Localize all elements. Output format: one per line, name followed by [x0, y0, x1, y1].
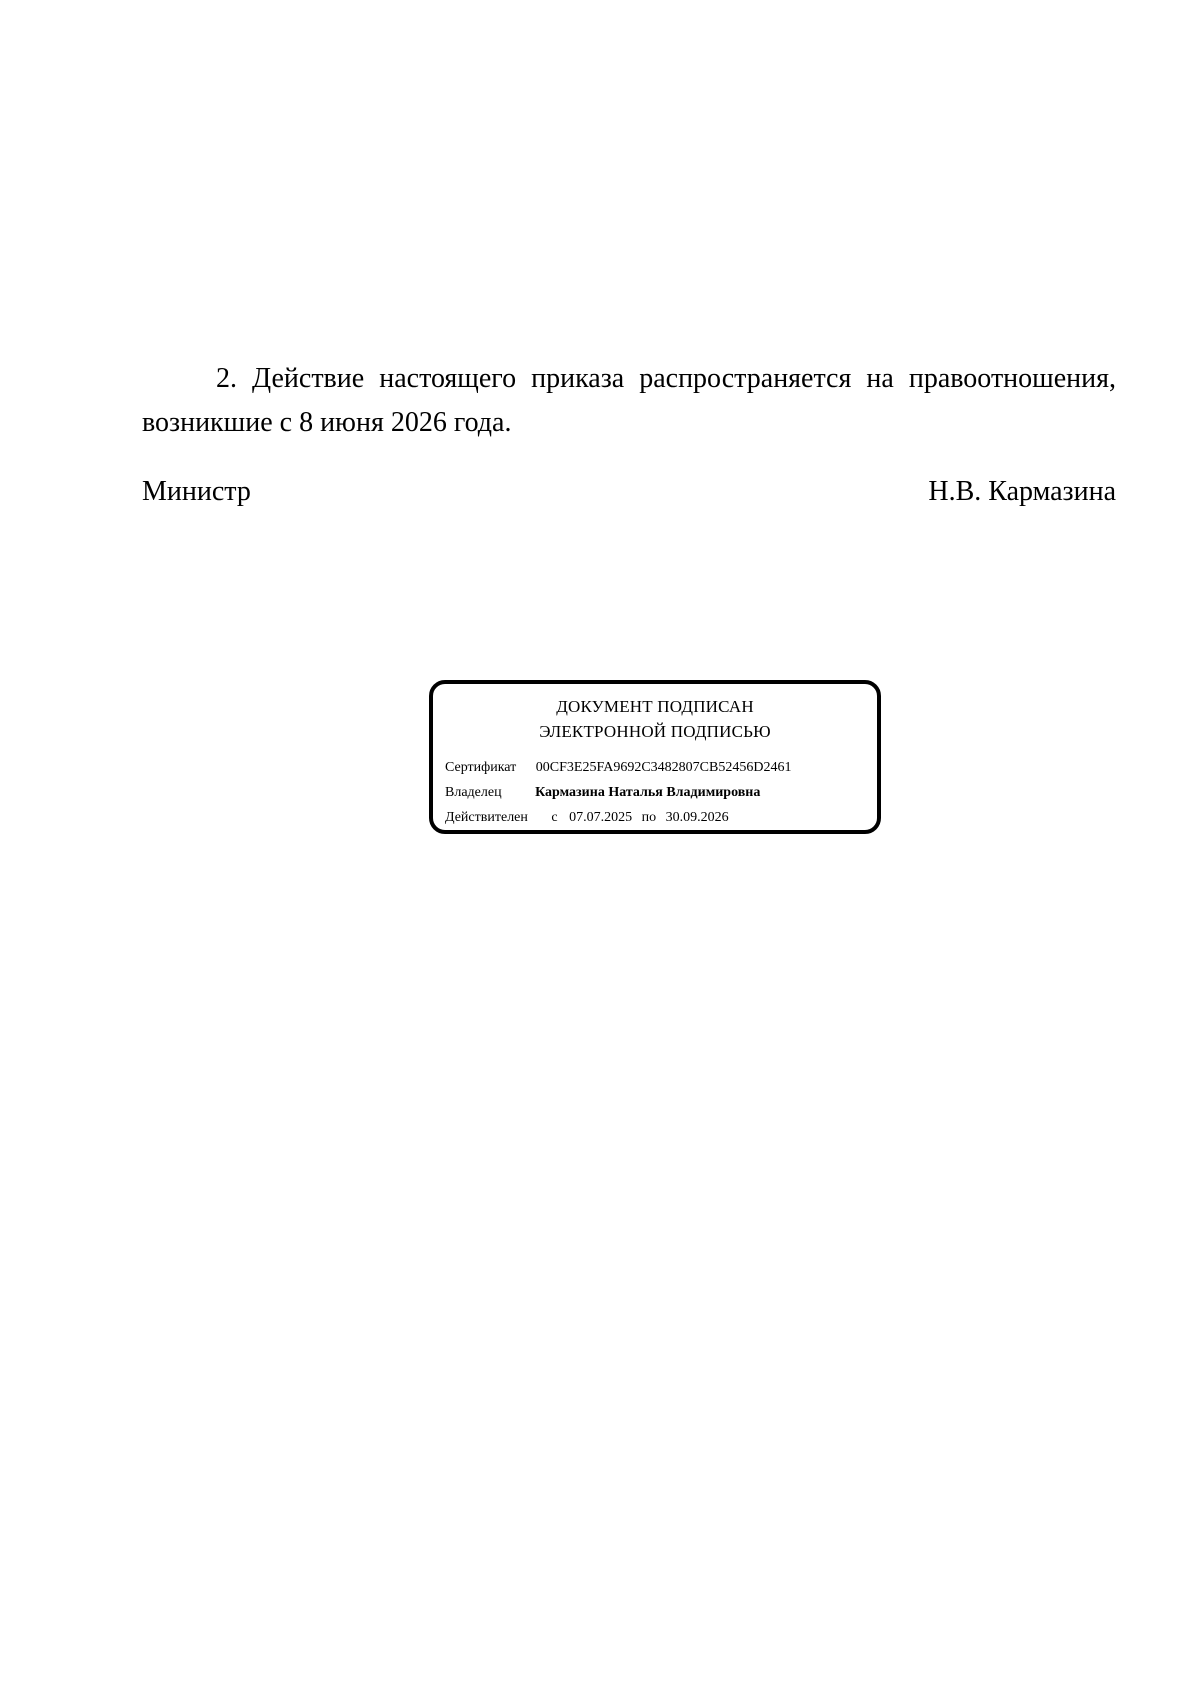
certificate-value: 00CF3E25FA9692C3482807CB52456D2461 [535, 760, 792, 775]
paragraph-line-1: 2. Действие настоящего приказа распространяется на правоотношения, [216, 363, 1116, 394]
validity-label: Действителен [445, 810, 528, 825]
stamp-title-line-2: ЭЛЕКТРОННОЙ ПОДПИСЬЮ [539, 722, 771, 741]
stamp-validity-row [445, 809, 729, 827]
certificate-label: Сертификат [445, 760, 517, 775]
owner-value: Кармазина Наталья Владимировна [535, 785, 761, 800]
order-paragraph-2 [142, 357, 1116, 445]
validity-from-word: с [551, 810, 558, 825]
electronic-signature-stamp [429, 680, 881, 834]
signature-block [142, 472, 1116, 512]
stamp-owner-row [445, 784, 760, 802]
stamp-certificate-row [445, 759, 791, 777]
stamp-title [433, 694, 877, 744]
paragraph-line-2: возникшие с 8 июня 2026 года. [142, 407, 512, 438]
signatory-name: Н.В. Кармазина [928, 476, 1116, 507]
owner-label: Владелец [445, 785, 502, 800]
signatory-position: Министр [142, 476, 251, 507]
validity-to-date: 30.09.2026 [665, 810, 729, 825]
validity-to-word: по [641, 810, 657, 825]
stamp-title-line-1: ДОКУМЕНТ ПОДПИСАН [556, 697, 754, 716]
validity-from-date: 07.07.2025 [569, 810, 633, 825]
